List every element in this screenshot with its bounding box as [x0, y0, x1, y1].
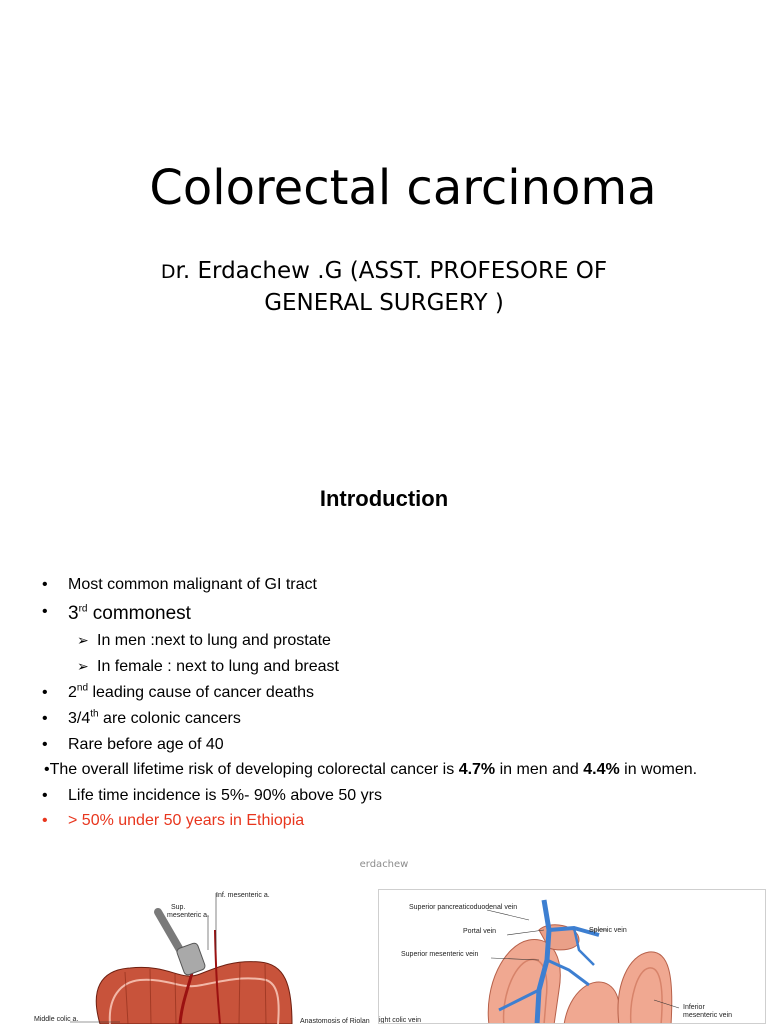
bullet-dot: •	[42, 684, 48, 701]
label-middle-colic: Middle colic a.	[34, 1016, 79, 1023]
label-inf-mesenteric: Inf. mesenteric a.	[216, 892, 270, 899]
subtitle-prefix: D	[160, 261, 176, 283]
label-splenic-vein: Splenic vein	[589, 927, 627, 934]
label-sup-mesenteric-2: mesenteric a.	[167, 912, 210, 919]
arrow-icon: ➢	[77, 658, 89, 674]
bullet-dot: •	[42, 576, 48, 593]
label-portal-vein: Portal vein	[463, 928, 497, 935]
bullet-dot: •	[42, 603, 48, 620]
label-superior-pancreaticoduodenal-vein: Superior pancreaticoduodenal vein	[409, 904, 518, 911]
arrow-icon: ➢	[77, 632, 89, 648]
subtitle-line2: GENERAL SURGERY )	[264, 290, 504, 316]
bullet-dot: •	[42, 736, 48, 753]
slide-title: Colorectal carcinoma	[149, 160, 657, 216]
label-right-colic-vein: ight colic vein	[379, 1017, 422, 1024]
colon-arteries-illustration	[30, 890, 380, 1024]
footer-author: erdachew	[359, 859, 409, 870]
bullet-dot: •	[42, 787, 48, 804]
bullet-dot: •	[44, 761, 50, 778]
colon-arterial-figure	[30, 890, 380, 1024]
colon-venous-figure	[378, 889, 766, 1024]
subtitle-line1: r. Erdachew .G (ASST. PROFESORE OF	[175, 258, 608, 284]
label-superior-mesenteric-vein: Superior mesenteric vein	[401, 951, 479, 958]
bullet-dot: •	[42, 812, 48, 829]
bullet-dot: •	[42, 710, 48, 727]
list-item: •The overall lifetime risk of developing colorectal cancer is 4.7% in men and 4.4% in women.	[44, 761, 698, 778]
section-heading: Introduction	[319, 486, 449, 511]
label-inferior-mesenteric-vein-1: Inferior	[683, 1004, 705, 1011]
label-anastomosis: Anastomosis of Riolan	[300, 1018, 370, 1024]
label-sup-mesenteric: Sup.	[171, 904, 186, 911]
slide-subtitle	[100, 256, 668, 319]
label-inferior-mesenteric-vein-2: mesenteric vein	[683, 1012, 733, 1019]
